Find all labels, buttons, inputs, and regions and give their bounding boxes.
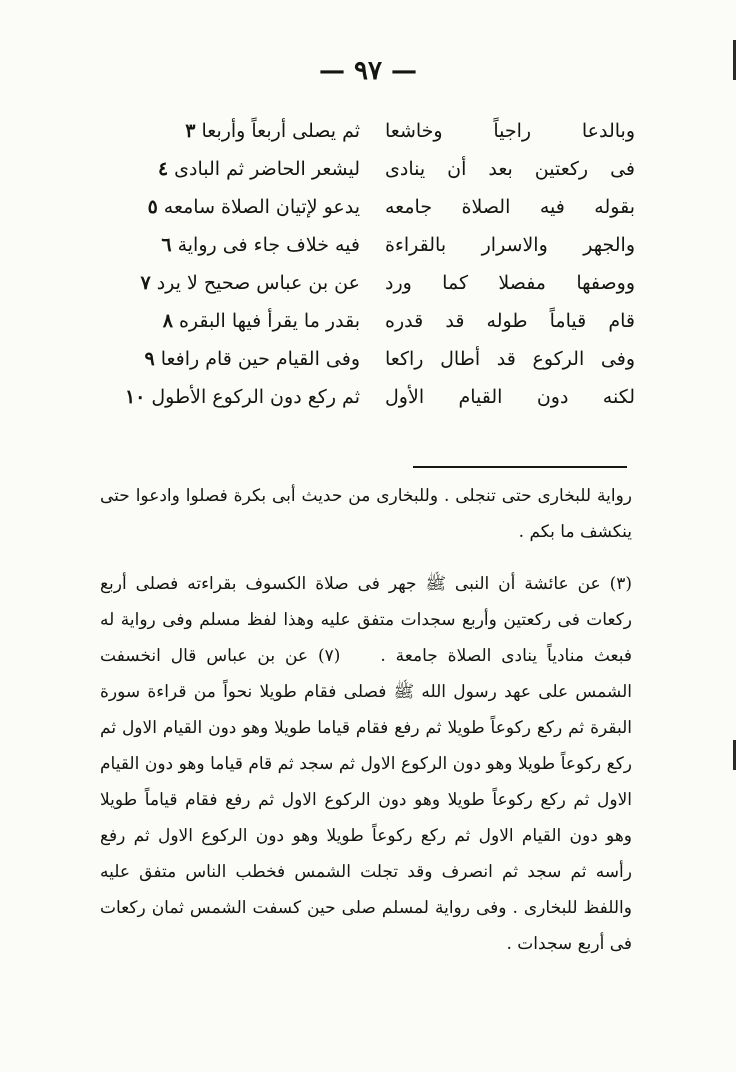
verse-text: ثم ركع دون الركوع الأطول xyxy=(151,386,360,408)
verse-line xyxy=(115,302,360,340)
verse-column-first-hemistich xyxy=(385,112,635,416)
footnote-3: (٣) عن عائشة أن النبى ﷺ جهر فى صلاة الكسوف بقراءته فصلى أربع ركعات فى ركعتين وأربع سجدات متفق عليه وهذا لفظ مسلم وفى رواية له فبعث منادياً ينادى الصلاة جامعة . xyxy=(100,574,632,666)
verse-line: والجهر والاسرار بالقراءة xyxy=(385,234,635,256)
verse-line: وبالدعا راجياً وخاشعا xyxy=(385,120,635,142)
verse-number: ٧ xyxy=(140,272,151,294)
verse-text: ليشعر الحاضر ثم البادى xyxy=(174,158,360,180)
verse-text: فيه خلاف جاء فى رواية xyxy=(177,234,360,256)
verse-line: فى ركعتين بعد أن ينادى xyxy=(385,158,635,180)
verse-line xyxy=(115,378,360,416)
poem-verses xyxy=(115,112,635,432)
verse-column-second-hemistich xyxy=(115,112,360,416)
verse-line: بقوله فيه الصلاة جامعه xyxy=(385,196,635,218)
footnote-7: (٧) عن بن عباس قال انخسفت الشمس على عهد رسول الله ﷺ فصلى فقام طويلا نحواً من قراءة سورة البقرة ثم ركع ركوعاً طويلا ثم رفع فقام قياما طويلا وهو دون القيام الاول ثم ركع ركوعاً طويلا وهو دون الركوع الاول ثم سجد ثم قام قياما وهو دون القيام الاول ثم ركع ركوعاً طويلا وهو دون الركوع الاول ثم رفع فقام قياماً طويلا وهو دون القيام الاول ثم ركع ركوعاً طويلا وهو دون الركوع الاول ثم رفع رأسه ثم سجد ثم انصرف وقد تجلت الشمس فخطب الناس متفق عليه واللفظ للبخارى . وفى رواية لمسلم صلى حين كسفت الشمس ثمان ركعات فى أربع سجدات . xyxy=(100,646,632,954)
verse-number: ٣ xyxy=(185,120,196,142)
verse-number: ٩ xyxy=(144,348,155,370)
verse-number: ٥ xyxy=(147,196,158,218)
verse-line xyxy=(115,188,360,226)
verse-text: يدعو لإتيان الصلاة سامعه xyxy=(163,196,360,218)
footnote-continuation: رواية للبخارى حتى تنجلى . وللبخارى من حديث أبى بكرة فصلوا وادعوا حتى ينكشف ما بكم . xyxy=(100,486,632,542)
verse-line: قام قياماً طوله قد قدره xyxy=(385,310,635,332)
verse-text: وفى القيام حين قام رافعا xyxy=(160,348,360,370)
verse-text: بقدر ما يقرأ فيها البقره xyxy=(178,310,360,332)
verse-line xyxy=(115,150,360,188)
verse-line: ووصفها مفصلا كما ورد xyxy=(385,272,635,294)
footnote-paragraph xyxy=(100,566,632,962)
verse-line: لكنه دون القيام الأول xyxy=(385,386,635,408)
footnote-divider xyxy=(413,466,627,468)
page-number: — ٩٧ — xyxy=(318,56,418,86)
verse-number: ٨ xyxy=(162,310,173,332)
verse-line xyxy=(115,112,360,150)
verse-line xyxy=(115,264,360,302)
verse-number: ٦ xyxy=(161,234,172,256)
verse-number: ٤ xyxy=(157,158,169,180)
verse-text: ثم يصلى أربعاً وأربعا xyxy=(201,120,360,142)
verse-line xyxy=(115,340,360,378)
verse-line: وفى الركوع قد أطال راكعا xyxy=(385,348,635,370)
verse-line xyxy=(115,226,360,264)
verse-text: عن بن عباس صحيح لا يرد xyxy=(156,272,360,294)
verse-number: ١٠ xyxy=(124,386,146,408)
footnotes xyxy=(100,478,632,962)
